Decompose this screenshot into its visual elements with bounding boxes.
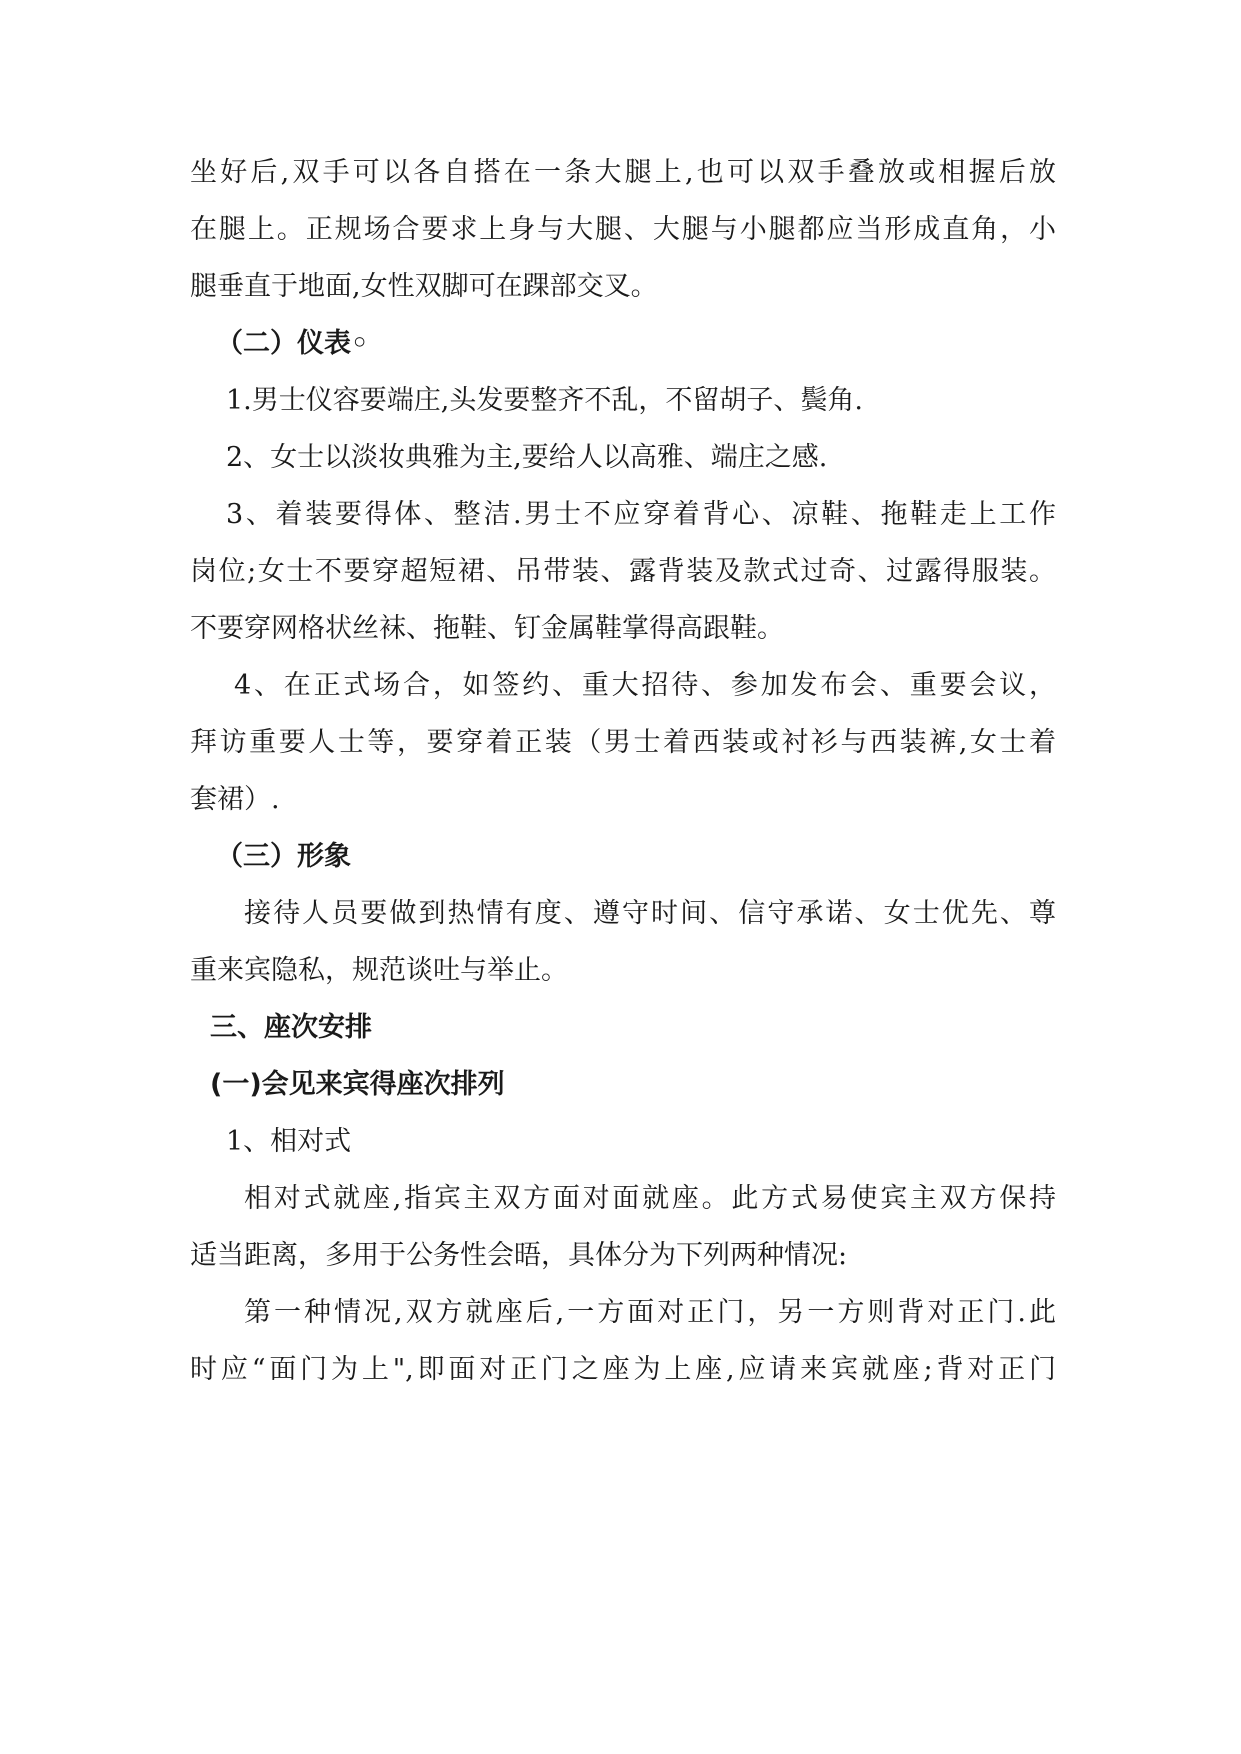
section-heading-appearance: （二）仪表◦: [216, 328, 369, 359]
paragraph-line: 岗位;女士不要穿超短裙、吊带装、露背装及款式过奇、过露得服装。: [190, 556, 1056, 587]
paragraph-line: 腿垂直于地面,女性双脚可在踝部交叉。: [190, 271, 658, 302]
paragraph-line: 拜访重要人士等，要穿着正装（男士着西装或衬衫与西装裤,女士着: [190, 727, 1056, 758]
paragraph-line: 在腿上。正规场合要求上身与大腿、大腿与小腿都应当形成直角，小: [190, 214, 1056, 245]
list-item: 1、相对式: [226, 1126, 352, 1157]
paragraph-line: 不要穿网格状丝袜、拖鞋、钉金属鞋掌得高跟鞋。: [190, 613, 784, 644]
list-item: 4、在正式场合，如签约、重大招待、参加发布会、重要会议，: [234, 670, 1056, 701]
paragraph-line: 时应“面门为上",即面对正门之座为上座,应请来宾就座;背对正门: [190, 1354, 1056, 1385]
chapter-heading-seating: 三、座次安排: [210, 1012, 372, 1043]
paragraph-line: 接待人员要做到热情有度、遵守时间、信守承诺、女士优先、尊: [244, 898, 1056, 929]
list-item: 3、着装要得体、整洁.男士不应穿着背心、凉鞋、拖鞋走上工作: [226, 499, 1056, 530]
paragraph-line: 第一种情况,双方就座后,一方面对正门，另一方则背对正门.此: [244, 1297, 1056, 1328]
list-item: 1.男士仪容要端庄,头发要整齐不乱，不留胡子、鬓角.: [226, 385, 863, 416]
paragraph-line: 重来宾隐私，规范谈吐与举止。: [190, 955, 568, 986]
paragraph-line: 套裙）.: [190, 784, 280, 815]
paragraph-line: 坐好后,双手可以各自搭在一条大腿上,也可以双手叠放或相握后放: [190, 157, 1056, 188]
list-item: 2、女士以淡妆典雅为主,要给人以高雅、端庄之感.: [226, 442, 828, 473]
paragraph-line: 相对式就座,指宾主双方面对面就座。此方式易使宾主双方保持: [244, 1183, 1056, 1214]
section-heading-meeting-seats: (一)会见来宾得座次排列: [210, 1069, 505, 1100]
section-heading-image: （三）形象: [216, 841, 351, 872]
paragraph-line: 适当距离，多用于公务性会晤，具体分为下列两种情况:: [190, 1240, 848, 1271]
